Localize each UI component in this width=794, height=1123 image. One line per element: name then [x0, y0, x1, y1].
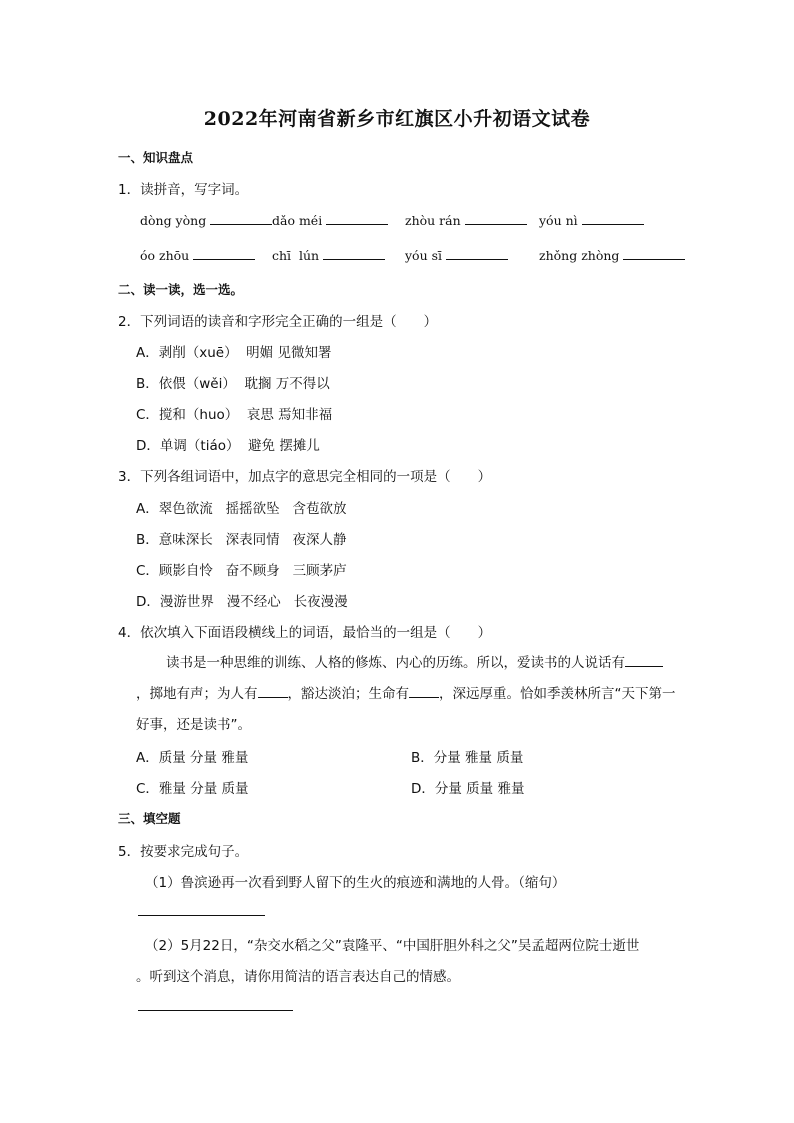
pinyin-item: yóu nì	[539, 212, 644, 228]
question-5-sub-2-cont: 。听到这个消息，请你用简洁的语言表达自己的情感。	[136, 969, 460, 985]
pinyin-item: dòng yòng	[140, 212, 272, 228]
section-heading-3: 三、填空题	[118, 811, 181, 826]
option-b[interactable]: B．意味深长 深表同情 夜深人静	[136, 532, 347, 548]
option-b[interactable]: B．依偎（wěi） 耽搁 万不得以	[136, 376, 330, 392]
pinyin-item: zhǒng zhòng	[539, 247, 685, 263]
question-5-sub-1: （1）鲁滨逊再一次看到野人留下的生火的痕迹和满地的人骨。（缩句）	[145, 875, 566, 891]
section-heading-1: 一、知识盘点	[118, 150, 194, 165]
option-a[interactable]: A．剥削（xuē） 明媚 见微知署	[136, 345, 332, 361]
option-a[interactable]: A．质量 分量 雅量	[136, 750, 249, 766]
question-2-stem: 2．下列词语的读音和字形完全正确的一组是（ ）	[118, 314, 438, 330]
answer-blank[interactable]	[193, 247, 255, 260]
pinyin-item: óo zhōu	[140, 247, 255, 263]
answer-blank[interactable]	[409, 685, 439, 698]
answer-blank[interactable]	[323, 247, 385, 260]
option-c[interactable]: C．雅量 分量 质量	[136, 781, 249, 797]
answer-blank[interactable]	[326, 212, 388, 225]
answer-blank[interactable]	[210, 212, 272, 225]
question-5-stem: 5．按要求完成句子。	[118, 844, 249, 860]
option-b[interactable]: B．分量 雅量 质量	[411, 750, 524, 766]
pinyin-item: yóu sī	[405, 247, 508, 263]
option-d[interactable]: D．漫游世界 漫不经心 长夜漫漫	[136, 594, 348, 610]
pinyin-item: zhòu rán	[405, 212, 527, 228]
option-a[interactable]: A．翠色欲流 摇摇欲坠 含苞欲放	[136, 501, 347, 517]
exam-title: 2022年河南省新乡市红旗区小升初语文试卷	[203, 108, 591, 130]
pinyin-item: dǎo méi	[272, 212, 388, 228]
question-5-sub-2: （2）5月22日，“杂交水稻之父”袁隆平、“中国肝胆外科之父”吴孟超两位院士逝世	[145, 938, 640, 954]
option-d[interactable]: D．单调（tiáo） 避免 摆摊儿	[136, 438, 320, 454]
question-1-stem: 1．读拼音，写字词。	[118, 182, 249, 198]
answer-blank[interactable]	[582, 212, 644, 225]
question-3-stem: 3．下列各组词语中，加点字的意思完全相同的一项是（ ）	[118, 469, 492, 485]
question-4-stem: 4．依次填入下面语段横线上的词语，最恰当的一组是（ ）	[118, 625, 492, 641]
answer-blank[interactable]	[465, 212, 527, 225]
option-c[interactable]: C．搅和（huo） 哀思 焉知非福	[136, 407, 333, 423]
answer-blank[interactable]	[446, 247, 508, 260]
option-d[interactable]: D．分量 质量 雅量	[411, 781, 525, 797]
section-heading-2: 二、读一读，选一选。	[118, 282, 244, 297]
answer-blank[interactable]	[625, 654, 663, 667]
answer-blank[interactable]	[623, 247, 685, 260]
option-c[interactable]: C．顾影自怜 奋不顾身 三顾茅庐	[136, 563, 347, 579]
answer-blank[interactable]	[258, 685, 288, 698]
answer-line[interactable]	[138, 1010, 293, 1011]
pinyin-item: chī lún	[272, 247, 385, 263]
reading-passage: 读书是一种思维的训练、人格的修炼、内心的历练。所以，爱读书的人说话有，掷地有声；为人有 ，豁达淡泊；生命有 ，深远厚重。恰如季羡林所言“天下第一好事，还是读书”。	[136, 655, 676, 733]
answer-line[interactable]	[138, 915, 265, 916]
